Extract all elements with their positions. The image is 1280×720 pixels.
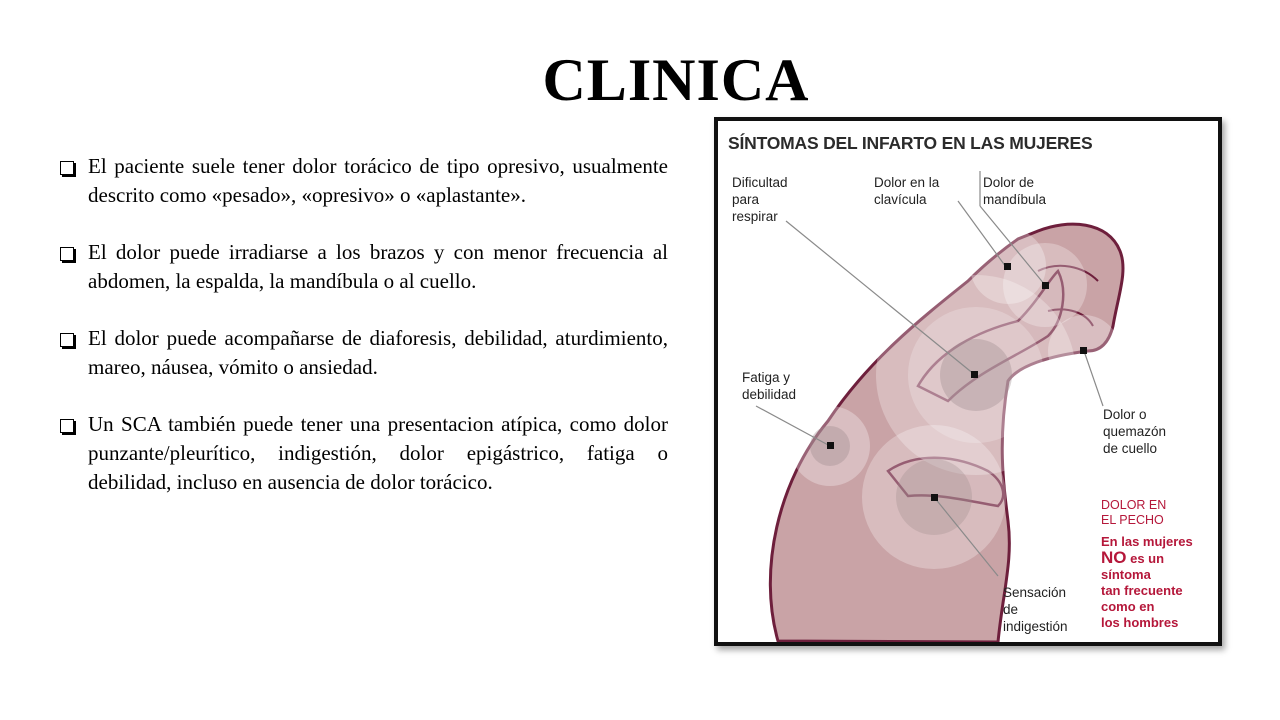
bullet-text: El dolor puede acompañarse de diaforesis, debilidad, aturdimiento, mareo, náusea, vómito o ansiedad.: [88, 326, 668, 379]
chest-note-rest: síntoma tan frecuente como en los hombres: [1101, 567, 1183, 630]
bullet-text: El dolor puede irradiarse a los brazos y con menor frecuencia al abdomen, la espalda, la mandíbula o al cuello.: [88, 240, 668, 293]
checkbox-bullet-icon: [60, 419, 74, 433]
label-indigestion: Sensación de indigestión: [1003, 585, 1068, 634]
chest-note-heading: DOLOR EN EL PECHO: [1101, 498, 1167, 527]
label-neck: Dolor o quemazón de cuello: [1103, 407, 1167, 456]
checkbox-bullet-icon: [60, 247, 74, 261]
infographic-title: SÍNTOMAS DEL INFARTO EN LAS MUJERES: [728, 133, 1093, 153]
slide-title: CLINICA: [542, 47, 810, 113]
label-breathing: Dificultad para respirar: [732, 175, 788, 224]
label-clavicle: Dolor en la clavícula: [874, 175, 940, 207]
checkbox-bullet-icon: [60, 333, 74, 347]
bullet-text: El paciente suele tener dolor torácico de tipo opresivo, usualmente descrito como «pesado», «opresivo» o «aplastante».: [88, 154, 668, 207]
bullet-item: [60, 238, 668, 296]
checkbox-bullet-icon: [60, 161, 74, 175]
bullet-list: [60, 152, 668, 525]
chest-note-no: NO: [1101, 548, 1127, 567]
chest-pain-note: [1101, 498, 1219, 631]
chest-note-line2-wrap: [1101, 550, 1219, 567]
chest-note-line2: es un: [1126, 551, 1165, 566]
bullet-text: Un SCA también puede tener una presentacion atípica, como dolor punzante/pleurítico, indigestión, dolor epigástrico, fatiga o debilidad, incluso en ausencia de dolor torácico.: [88, 412, 668, 494]
infographic-image: [714, 117, 1222, 646]
bullet-item: [60, 324, 668, 382]
chest-note-line1: En las mujeres: [1101, 534, 1193, 549]
label-jaw: Dolor de mandíbula: [983, 175, 1047, 207]
bullet-item: [60, 152, 668, 210]
label-fatigue: Fatiga y debilidad: [742, 370, 797, 402]
bullet-item: [60, 410, 668, 497]
